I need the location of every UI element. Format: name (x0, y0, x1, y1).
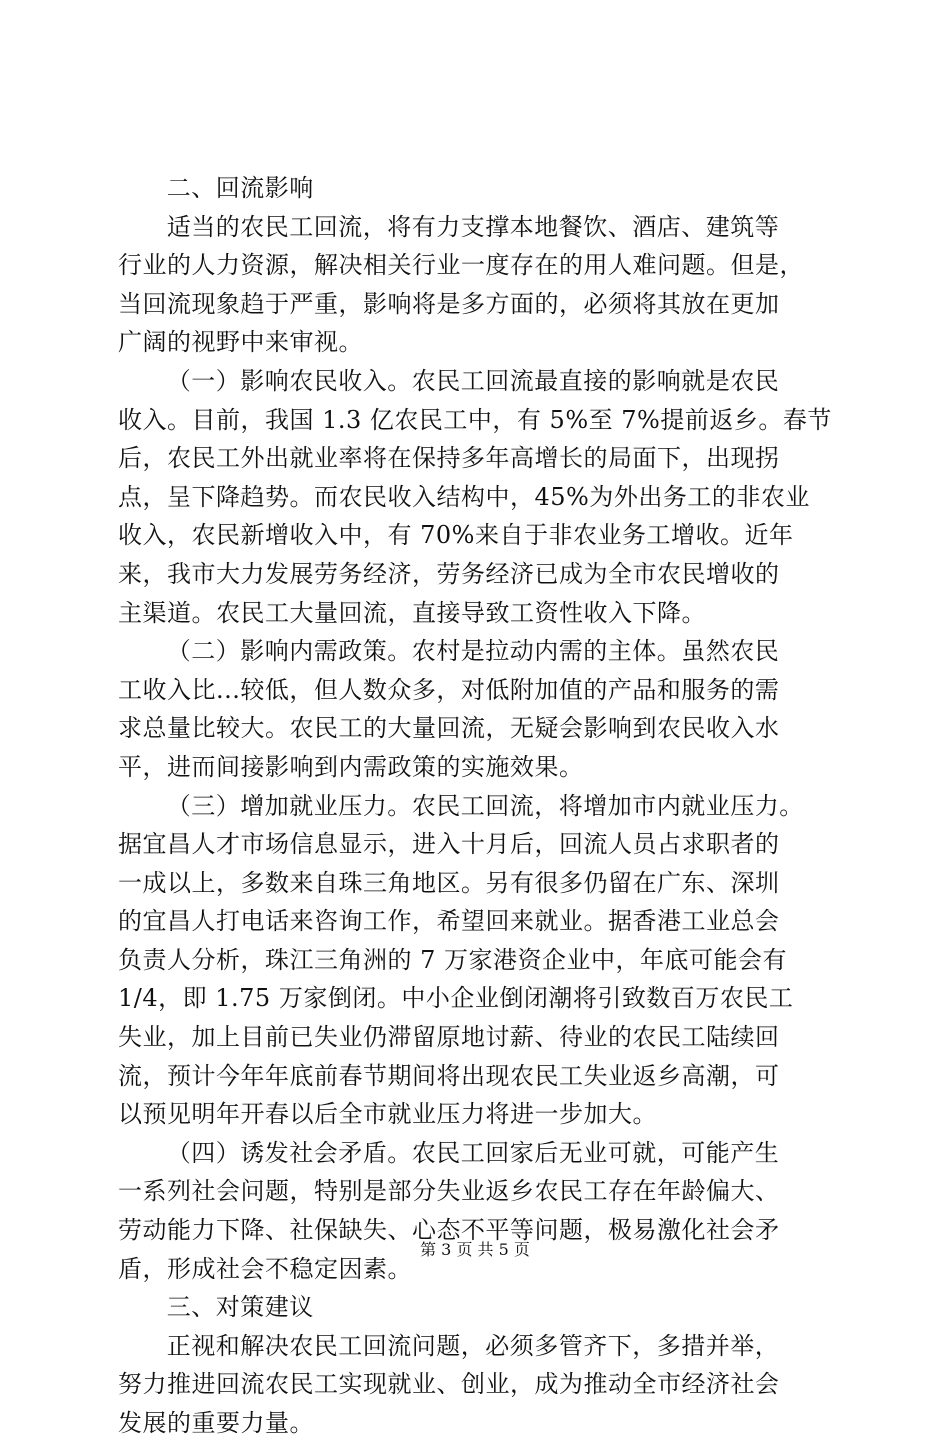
text-line: 平，进而间接影响到内需政策的实施效果。 (118, 752, 584, 781)
text-line: 适当的农民工回流，将有力支撑本地餐饮、酒店、建筑等 (118, 212, 780, 241)
text-line: 盾，形成社会不稳定因素。 (118, 1254, 412, 1283)
text-line: 主渠道。农民工大量回流，直接导致工资性收入下降。 (118, 598, 706, 627)
text-line: 流，预计今年年底前春节期间将出现农民工失业返乡高潮，可 (118, 1061, 780, 1090)
text-line: 求总量比较大。农民工的大量回流，无疑会影响到农民收入水 (118, 714, 780, 743)
text-line: 1/4，即 1.75 万家倒闭。中小企业倒闭潮将引致数百万农民工 (118, 984, 794, 1013)
text-line: 三、对策建议 (118, 1293, 314, 1322)
text-line: 收入。目前，我国 1.3 亿农民工中，有 5%至 7%提前返乡。春节 (118, 405, 832, 434)
text-line: 的宜昌人打电话来咨询工作，希望回来就业。据香港工业总会 (118, 907, 780, 936)
text-line: 来，我市大力发展劳务经济，劳务经济已成为全市农民增收的 (118, 559, 780, 588)
text-line: 以预见明年开春以后全市就业压力将进一步加大。 (118, 1100, 657, 1129)
text-line: 失业，加上目前已失业仍滞留原地讨薪、待业的农民工陆续回 (118, 1023, 780, 1052)
page-footer: 第 3 页 共 5 页 (420, 1240, 530, 1259)
text-line: 正视和解决农民工回流问题，必须多管齐下，多措并举， (118, 1331, 780, 1360)
text-line: 行业的人力资源，解决相关行业一度存在的用人难问题。但是， (118, 251, 804, 280)
text-line: 工收入比...较低，但人数众多，对低附加值的产品和服务的需 (118, 675, 780, 704)
text-line: 劳动能力下降、社保缺失、心态不平等问题，极易激化社会矛 (118, 1216, 780, 1245)
text-line: 收入，农民新增收入中，有 70%来自于非农业务工增收。近年 (118, 521, 794, 550)
text-line: 一系列社会问题，特别是部分失业返乡农民工存在年龄偏大、 (118, 1177, 780, 1206)
text-line: 据宜昌人才市场信息显示，进入十月后，回流人员占求职者的 (118, 830, 780, 859)
text-line: 发展的重要力量。 (118, 1409, 314, 1437)
text-line: 后，农民工外出就业率将在保持多年高增长的局面下，出现拐 (118, 444, 780, 473)
text-line: 二、回流影响 (118, 174, 314, 202)
text-line: 当回流现象趋于严重，影响将是多方面的，必须将其放在更加 (118, 289, 780, 318)
text-line: （三）增加就业压力。农民工回流，将增加市内就业压力。 (118, 791, 804, 820)
text-line: （一）影响农民收入。农民工回流最直接的影响就是农民 (118, 366, 780, 395)
text-line: （二）影响内需政策。农村是拉动内需的主体。虽然农民 (118, 637, 780, 666)
text-line: 一成以上，多数来自珠三角地区。另有很多仍留在广东、深圳 (118, 868, 780, 897)
text-line: 努力推进回流农民工实现就业、创业，成为推动全市经济社会 (118, 1370, 780, 1399)
text-line: 负责人分析，珠江三角洲的 7 万家港资企业中，年底可能会有 (118, 945, 788, 974)
text-line: （四）诱发社会矛盾。农民工回家后无业可就，可能产生 (118, 1138, 780, 1167)
text-line: 广阔的视野中来审视。 (118, 328, 363, 357)
text-line: 点，呈下降趋势。而农民收入结构中，45%为外出务工的非农业 (118, 482, 810, 511)
